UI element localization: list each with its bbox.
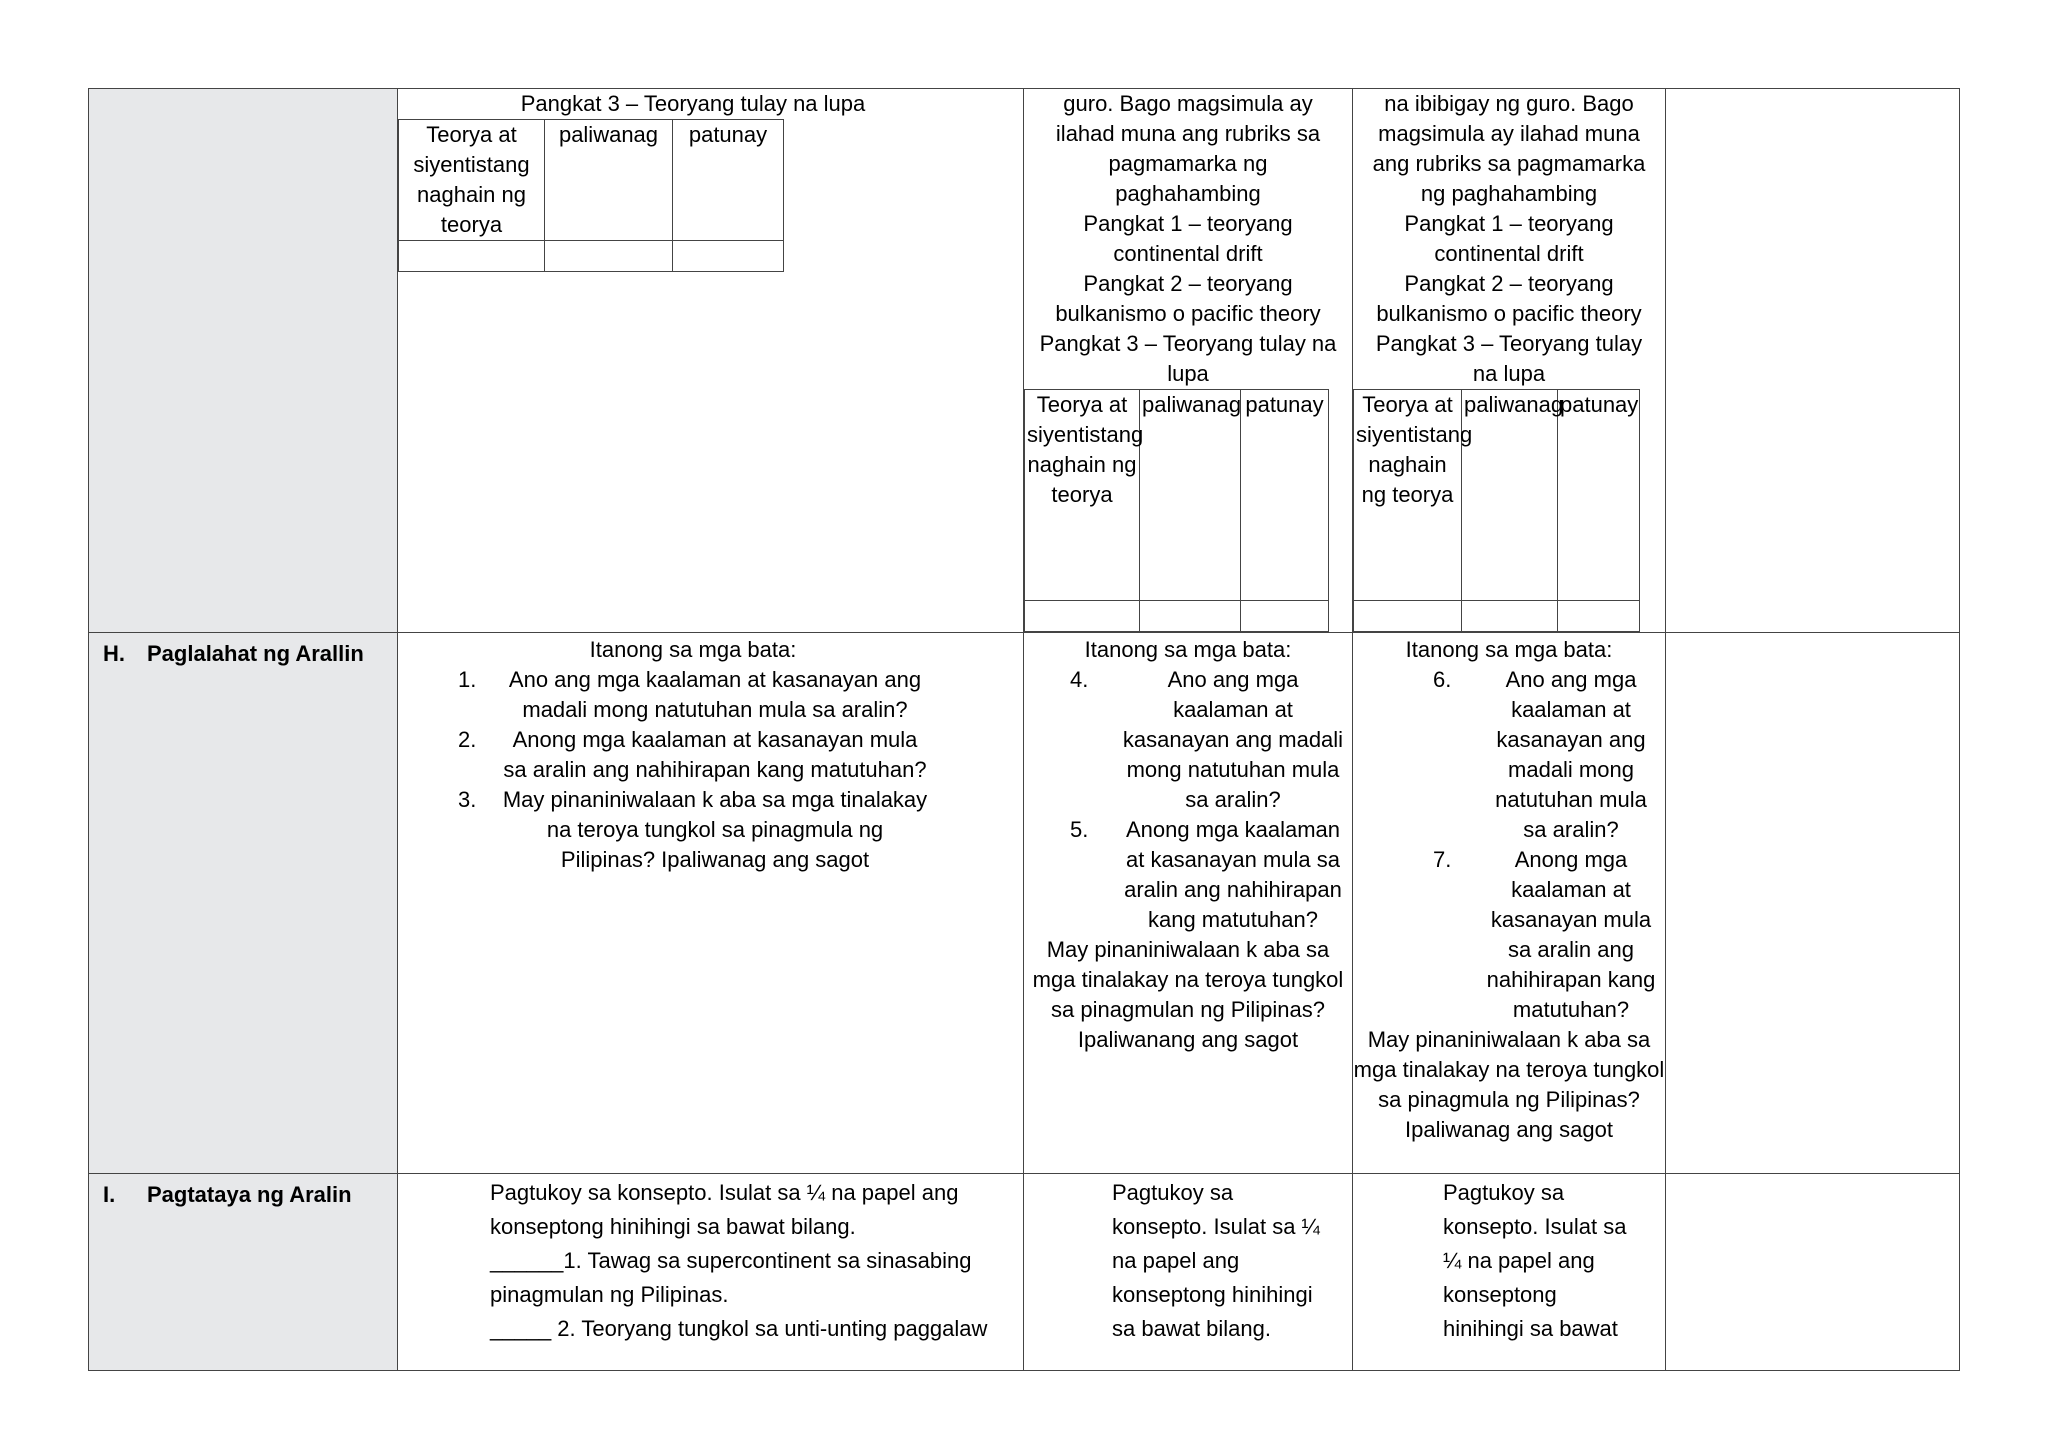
text-line: Pagtukoy sa <box>1112 1180 1234 1205</box>
text-line: Pangkat 1 – teoryang <box>1083 211 1293 236</box>
inner-table-header: paliwanag <box>1462 390 1558 601</box>
text-line: bulkanismo o pacific theory <box>1055 301 1321 326</box>
text-line: konseptong hinihingi sa bawat bilang. <box>490 1214 856 1239</box>
lesson-plan-table <box>88 88 1960 1371</box>
text-line: Pangkat 1 – teoryang <box>1404 211 1614 236</box>
table-row-h <box>89 633 1960 1174</box>
item-number: 5. <box>1070 817 1089 842</box>
item-text: Ano ang mga kaalaman at kasanayan ang madali mong natutuhan mula sa aralin? <box>1495 667 1647 842</box>
list-item <box>458 665 928 725</box>
inner-table-cell <box>1354 601 1462 632</box>
item-text: Ano ang mga kaalaman at kasanayan ang madali mong natutuhan mula sa aralin? <box>508 667 922 722</box>
row-i-col3-text <box>1024 1174 1352 1346</box>
row-h-col3-cell <box>1024 633 1353 1174</box>
row-h-col2-content <box>398 633 1023 875</box>
text-line: continental drift <box>1113 241 1263 266</box>
text-line: ______1. Tawag sa supercontinent sa sinasabing <box>490 1248 972 1273</box>
question-list <box>1353 665 1665 1025</box>
text-line: na ibibigay ng guro. Bago <box>1384 91 1634 116</box>
table-row-g <box>89 89 1960 633</box>
item-number: 4. <box>1070 667 1089 692</box>
row-h-col3-content <box>1024 633 1352 1055</box>
row-g-col4-text <box>1353 89 1665 389</box>
text-line: magsimula ay ilahad muna <box>1378 121 1640 146</box>
inner-table-cell <box>673 241 784 272</box>
text-line: Pagtukoy sa <box>1443 1180 1565 1205</box>
text-line: ¼ na papel ang <box>1443 1248 1595 1273</box>
item-number: 7. <box>1433 847 1452 872</box>
item-text: Ano ang mga kaalaman at kasanayan ang madali mong natutuhan mula sa aralin? <box>1122 667 1344 812</box>
inner-table-cell <box>1025 601 1140 632</box>
list-item <box>458 785 928 875</box>
item-text: Anong mga kaalaman at kasanayan mula sa aralin ang nahihirapan kang matutuhan? <box>1124 817 1342 932</box>
text-line: bulkanismo o pacific theory <box>1376 301 1642 326</box>
intro-text: Itanong sa mga bata: <box>1084 637 1292 662</box>
inner-table-header: patunay <box>673 120 784 241</box>
text-line: Pangkat 3 – Teoryang tulay na <box>1039 331 1337 356</box>
inner-table-cell <box>1462 601 1558 632</box>
row-g-col2-heading: Pangkat 3 – Teoryang tulay na lupa <box>520 91 866 116</box>
inner-table-cell <box>1558 601 1640 632</box>
text-line: konseptong hinihingi <box>1112 1282 1313 1307</box>
text-line: continental drift <box>1434 241 1584 266</box>
row-g-col4-inner-table <box>1353 389 1640 632</box>
row-h-col2-cell <box>398 633 1024 1174</box>
row-h-col5-cell <box>1666 633 1960 1174</box>
list-item <box>1070 665 1352 815</box>
closing-text: May pinaniniwalaan k aba sa mga tinalakay na teroya tungkol sa pinagmula ng Pilipinas?Ipaliwanag ang sagot <box>1353 1027 1665 1142</box>
row-g-col5-cell <box>1666 89 1960 633</box>
question-list <box>1024 665 1352 935</box>
row-i-col2-cell <box>398 1174 1024 1371</box>
text-line: konsepto. Isulat sa ¼ <box>1112 1214 1320 1239</box>
row-letter: H. <box>103 641 125 666</box>
inner-table-cell <box>1140 601 1241 632</box>
text-line: pinagmulan ng Pilipinas. <box>490 1282 729 1307</box>
text-line: Pangkat 3 – Teoryang tulay <box>1375 331 1643 356</box>
text-line: _____ 2. Teoryang tungkol sa unti-unting paggalaw <box>490 1316 988 1341</box>
inner-table-header: paliwanag <box>1140 390 1241 601</box>
item-text: May pinaniniwalaan k aba sa mga tinalakay na teroya tungkol sa pinagmula ng Pilipinas? Ipaliwanag ang sagot <box>502 787 928 872</box>
inner-table-cell <box>545 241 673 272</box>
row-i-col4-cell <box>1353 1174 1666 1371</box>
text-line: na lupa <box>1472 361 1546 386</box>
item-number: 1. <box>458 667 477 692</box>
item-text: Anong mga kaalaman at kasanayan mula sa aralin ang nahihirapan kang matutuhan? <box>1486 847 1656 1022</box>
inner-table-header: patunay <box>1241 390 1329 601</box>
text-line: pagmamarka ng <box>1108 151 1268 176</box>
inner-table-header: patunay <box>1558 390 1640 601</box>
row-h-col4-content <box>1353 633 1665 1145</box>
inner-table-header: Teorya at siyentistang naghain ng teorya <box>399 120 545 241</box>
inner-table-header: Teorya at siyentistang naghain ng teorya <box>1354 390 1462 601</box>
row-title: Paglalahat ng Arallin <box>147 641 364 666</box>
question-list <box>398 665 928 875</box>
text-line: ang rubriks sa pagmamarka <box>1372 151 1646 176</box>
text-line: konseptong <box>1443 1282 1557 1307</box>
text-line: Pangkat 2 – teoryang <box>1404 271 1614 296</box>
text-line: ilahad muna ang rubriks sa <box>1055 121 1321 146</box>
row-g-col3-text <box>1024 89 1352 389</box>
row-g-col4-cell <box>1353 89 1666 633</box>
row-letter: I. <box>103 1182 116 1207</box>
text-line: na papel ang <box>1112 1248 1240 1273</box>
list-item <box>1433 845 1665 1025</box>
row-i-label <box>89 1174 397 1210</box>
text-line: Pangkat 2 – teoryang <box>1083 271 1293 296</box>
row-i-col2-text <box>398 1174 1023 1346</box>
row-h-label-cell <box>89 633 398 1174</box>
text-line: ng paghahambing <box>1420 181 1598 206</box>
row-g-col2-cell <box>398 89 1024 633</box>
text-line: Pagtukoy sa konsepto. Isulat sa ¼ na papel ang <box>490 1180 959 1205</box>
row-i-col4-text <box>1353 1174 1665 1346</box>
closing-text: May pinaniniwalaan k aba sa mga tinalakay na teroya tungkol sa pinagmulan ng Pilipinas? Ipaliwanang ang sagot <box>1032 937 1344 1052</box>
text-line: paghahambing <box>1115 181 1261 206</box>
text-line: sa bawat bilang. <box>1112 1316 1271 1341</box>
row-h-label <box>89 633 397 669</box>
row-i-col3-cell <box>1024 1174 1353 1371</box>
item-number: 3. <box>458 787 477 812</box>
item-number: 6. <box>1433 667 1452 692</box>
intro-text: Itanong sa mga bata: <box>1405 637 1613 662</box>
inner-table-cell <box>399 241 545 272</box>
list-item <box>1070 815 1352 935</box>
row-title: Pagtataya ng Aralin <box>147 1182 352 1207</box>
text-line: guro. Bago magsimula ay <box>1063 91 1313 116</box>
row-g-col2-inner-table <box>398 119 784 272</box>
row-g-col3-cell <box>1024 89 1353 633</box>
text-line: lupa <box>1167 361 1209 386</box>
row-h-col4-cell <box>1353 633 1666 1174</box>
row-i-label-cell <box>89 1174 398 1371</box>
intro-text: Itanong sa mga bata: <box>589 637 797 662</box>
text-line: konsepto. Isulat sa <box>1443 1214 1627 1239</box>
list-item <box>1433 665 1665 845</box>
item-text: Anong mga kaalaman at kasanayan mula sa aralin ang nahihirapan kang matutuhan? <box>503 727 927 782</box>
item-number: 2. <box>458 727 477 752</box>
row-g-col3-inner-table <box>1024 389 1329 632</box>
list-item <box>458 725 928 785</box>
inner-table-cell <box>1241 601 1329 632</box>
text-line: hinihingi sa bawat <box>1443 1316 1618 1341</box>
row-i-col5-cell <box>1666 1174 1960 1371</box>
row-g-label-cell <box>89 89 398 633</box>
inner-table-header: Teorya at siyentistang naghain ng teorya <box>1025 390 1140 601</box>
table-row-i <box>89 1174 1960 1371</box>
inner-table-header: paliwanag <box>545 120 673 241</box>
